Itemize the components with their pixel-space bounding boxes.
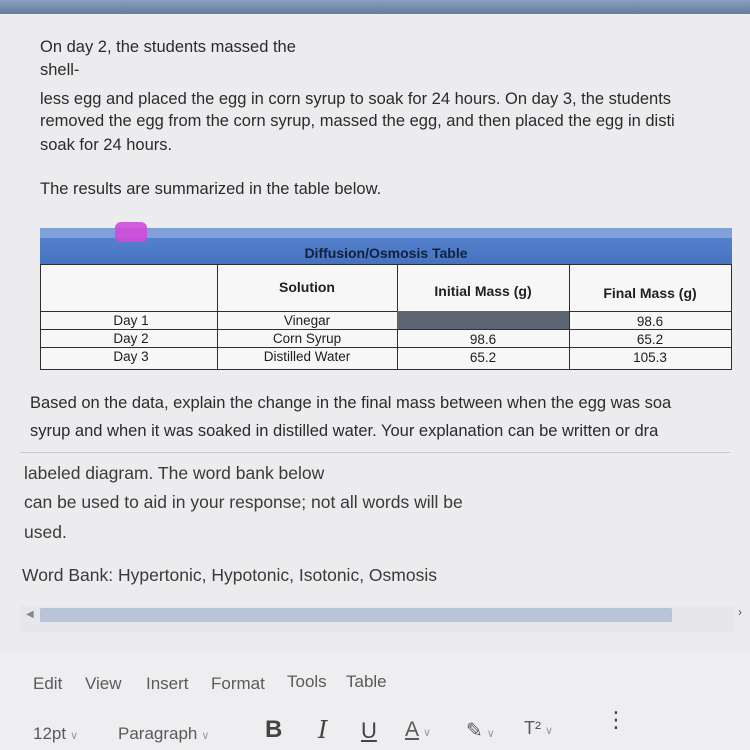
more-options-icon[interactable]: ⋮ [605,707,627,732]
horizontal-scrollbar[interactable] [20,605,742,632]
chevron-down-icon: ∨ [486,728,495,740]
cell-final-day-3: 105.3 [633,350,667,365]
question-text-line-3: less egg and placed the egg in corn syrup to soak for 24 hours. On day 3, the students [40,90,672,108]
menu-tools[interactable]: Tools [287,672,327,691]
menu-table[interactable]: Table [346,672,387,691]
question-text-line-2: shell- [40,61,80,79]
chevron-down-icon: ∨ [423,727,432,739]
cell-initial-day-3: 65.2 [469,350,497,365]
chevron-down-icon: ∨ [70,730,79,742]
prompt-line-3: labeled diagram. The word bank below [24,463,325,483]
question-text-line-1: On day 2, the students massed the [40,38,296,56]
italic-button[interactable]: I [318,716,328,744]
superscript-icon: T² [524,718,541,738]
block-format-select[interactable] [118,724,209,744]
scrollbar-thumb[interactable] [40,608,672,622]
menu-edit[interactable]: Edit [33,674,63,693]
row-label-day-3: Day 3 [113,349,149,364]
cell-final-day-1: 98.6 [636,314,664,329]
menu-insert[interactable]: Insert [146,674,189,693]
column-header-initial-mass: Initial Mass (g) [434,283,532,299]
underline-button[interactable]: U [361,718,377,743]
divider [20,452,730,453]
cell-solution-day-1: Vinegar [283,313,331,328]
cell-solution-day-3: Distilled Water [263,349,351,364]
shaded-cell [397,311,569,329]
chevron-down-icon: ∨ [545,725,554,737]
editor-toolbar [0,650,750,750]
scroll-left-icon[interactable]: ◀ [26,609,34,620]
superscript-button[interactable] [524,718,553,739]
block-format-value: Paragraph [118,724,198,743]
highlight-color-button[interactable] [466,718,495,743]
row-label-day-1: Day 1 [113,313,149,328]
diffusion-osmosis-table [40,228,732,370]
font-size-value: 12pt [33,724,67,743]
column-header-solution: Solution [279,279,335,295]
scroll-right-icon[interactable]: › [738,605,742,619]
bold-button[interactable]: B [265,716,283,743]
question-text-line-4: removed the egg from the corn syrup, massed the egg, and then placed the egg in disti [40,112,675,130]
column-header-final-mass: Final Mass (g) [603,285,697,301]
menu-format[interactable]: Format [211,674,265,693]
cell-final-day-2: 65.2 [636,332,664,347]
row-label-day-2: Day 2 [113,331,149,346]
prompt-line-2: syrup and when it was soaked in distilled water. Your explanation can be written or dra [30,422,659,440]
font-color-button[interactable] [405,718,431,742]
cell-solution-day-2: Corn Syrup [272,331,342,346]
table-title: Diffusion/Osmosis Table [304,245,468,261]
highlighter-icon: ✎ [466,720,483,742]
question-text-line-5: soak for 24 hours. [40,136,173,154]
prompt-line-5: used. [24,522,67,542]
word-bank: Word Bank: Hypertonic, Hypotonic, Isotonic, Osmosis [22,565,437,585]
results-intro: The results are summarized in the table below. [40,180,382,198]
font-color-icon: A [405,718,420,741]
font-size-select[interactable] [33,724,78,744]
prompt-line-4: can be used to aid in your response; not all words will be [24,492,463,512]
menu-view[interactable]: View [85,674,122,693]
chevron-down-icon: ∨ [201,730,210,742]
table-body [40,264,732,370]
highlight-marker [115,222,147,242]
cell-initial-day-2: 98.6 [469,332,497,347]
prompt-line-1: Based on the data, explain the change in the final mass between when the egg was soa [30,394,672,412]
